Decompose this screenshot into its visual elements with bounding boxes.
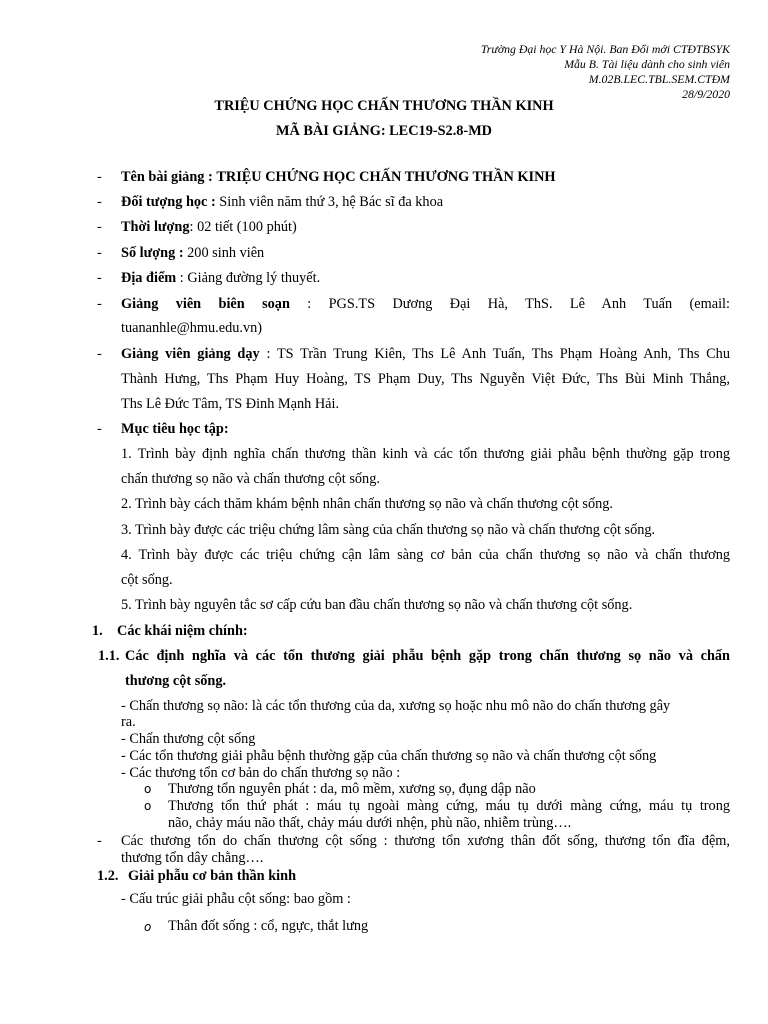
- objective-1-line-2: chấn thương sọ não và chấn thương cột sống.: [121, 471, 380, 487]
- section-1-1-number: 1.1.: [98, 648, 120, 664]
- label: Giảng viên giảng dạy: [121, 346, 260, 362]
- info-authors-line-2: tuananhle@hmu.edu.vn): [121, 320, 263, 336]
- info-audience: [121, 194, 443, 211]
- circle-bullet: o: [144, 799, 152, 813]
- section-1-1-title-line-2: thương cột sống.: [125, 673, 227, 689]
- info-authors-line-1: [121, 296, 730, 313]
- header-line-2: Mẫu B. Tài liệu dành cho sinh viên: [564, 57, 730, 71]
- objective-5: 5. Trình bày nguyên tắc sơ cấp cứu ban đầu chấn thương sọ não và chấn thương cột sống.: [121, 597, 633, 613]
- header-line-1: Trường Đại học Y Hà Nội. Ban Đổi mới CTĐTBSYK: [480, 42, 730, 56]
- value: : PGS.TS Dương Đại Hà, ThS. Lê Anh Tuấn (email:: [307, 296, 731, 312]
- value: Sinh viên năm thứ 3, hệ Bác sĩ đa khoa: [215, 194, 444, 210]
- info-lecturers-line-2: Thành Hưng, Ths Phạm Huy Hoàng, TS Phạm Duy, Ths Nguyễn Việt Đức, Ths Bùi Minh Thắng,: [121, 371, 730, 387]
- para-spine: - Chấn thương cột sống: [121, 731, 256, 747]
- info-lecturers-line-3: Ths Lê Đức Tâm, TS Đinh Mạnh Hải.: [121, 396, 340, 412]
- section-1-1-title-line-1: Các định nghĩa và các tổn thương giải phẫu bệnh gặp trong chấn thương sọ não và chấn: [125, 648, 730, 664]
- info-location: [121, 270, 320, 287]
- bullet-dash: -: [97, 421, 102, 437]
- para-spine-anatomy: - Cấu trúc giải phẫu cột sống: bao gồm :: [121, 891, 351, 907]
- bullet-dash: -: [97, 169, 102, 185]
- para-basic-lesions: - Các thương tổn cơ bản do chấn thương sọ não :: [121, 765, 401, 781]
- bullet-dash: -: [97, 346, 102, 362]
- objective-3: 3. Trình bày được các triệu chứng lâm sàng của chấn thương sọ não và chấn thương cột sống.: [121, 522, 656, 538]
- info-lecture-name: [121, 169, 556, 186]
- lesion-primary: Thương tổn nguyên phát : da, mô mềm, xương sọ, đụng dập não: [168, 781, 536, 797]
- info-objectives-label: Mục tiêu học tập:: [121, 421, 229, 437]
- document-title: TRIỆU CHỨNG HỌC CHẤN THƯƠNG THẦN KINH: [214, 98, 554, 114]
- para-spine-lesions-line-1: Các thương tổn do chấn thương cột sống : thương tổn xương thân đốt sống, thương tổn đĩa đệm,: [121, 833, 730, 849]
- circle-bullet: o: [144, 782, 152, 796]
- info-duration: [121, 219, 297, 236]
- para-spine-lesions-line-2: thương tổn dây chằng….: [121, 850, 264, 866]
- label: Đối tượng học :: [121, 194, 216, 210]
- lesion-secondary-line-1: Thương tổn thứ phát : máu tụ ngoài màng cứng, máu tụ dưới màng cứng, máu tụ trong: [168, 798, 730, 814]
- value: : TS Trần Trung Kiên, Ths Lê Anh Tuấn, Ths Phạm Hoàng Anh, Ths Chu: [259, 346, 730, 362]
- header-line-3: M.02B.LEC.TBL.SEM.CTĐM: [588, 72, 730, 86]
- bullet-dash: -: [97, 245, 102, 261]
- lesion-secondary-line-2: não, chảy máu não thất, chảy máu dưới nhện, phù não, nhiễm trùng….: [168, 815, 572, 831]
- label: Địa điểm: [121, 270, 177, 286]
- label: Thời lượng: [121, 219, 190, 235]
- para-tbi-def-line-1: - Chấn thương sọ não: là các tổn thương của da, xương sọ hoặc nhu mô não do chấn thương gây: [121, 698, 671, 714]
- bullet-dash: -: [97, 219, 102, 235]
- value: TRIỆU CHỨNG HỌC CHẤN THƯƠNG THẦN KINH: [216, 169, 556, 185]
- label: Số lượng :: [121, 245, 184, 261]
- bullet-dash: -: [97, 270, 102, 286]
- header-line-4: 28/9/2020: [682, 87, 730, 101]
- bullet-dash: -: [97, 296, 102, 312]
- para-lesions: - Các tổn thương giải phẫu bệnh thường gặp của chấn thương sọ não và chấn thương cột sống: [121, 748, 657, 764]
- circle-bullet: o: [144, 920, 152, 934]
- info-count: [121, 245, 264, 262]
- section-1-title: Các khái niệm chính:: [117, 623, 248, 639]
- section-1-2-number: 1.2.: [97, 868, 119, 884]
- bullet-dash: -: [97, 194, 102, 210]
- objective-4-line-1: 4. Trình bày được các triệu chứng cận lâm sàng cơ bản của chấn thương sọ não và chấn thương: [121, 547, 730, 563]
- section-1-2-title: Giải phẫu cơ bản thần kinh: [128, 868, 297, 884]
- label: Giảng viên biên soạn: [121, 296, 290, 312]
- info-lecturers-line-1: [121, 346, 730, 363]
- vertebral-body: Thân đốt sống : cổ, ngực, thắt lưng: [168, 918, 369, 934]
- value: 200 sinh viên: [183, 245, 265, 261]
- section-1-number: 1.: [92, 623, 103, 639]
- objective-1-line-1: 1. Trình bày định nghĩa chấn thương thần kinh và các tổn thương giải phẫu bệnh thường gặp trong: [121, 446, 730, 462]
- document-header: [481, 42, 730, 102]
- objective-2: 2. Trình bày cách thăm khám bệnh nhân chấn thương sọ não và chấn thương cột sống.: [121, 496, 613, 512]
- para-tbi-def-line-2: ra.: [121, 714, 136, 730]
- bullet-dash: -: [97, 833, 102, 849]
- value: : 02 tiết (100 phút): [189, 219, 297, 235]
- value: : Giảng đường lý thuyết.: [176, 270, 321, 286]
- lecture-code: MÃ BÀI GIẢNG: LEC19-S2.8-MD: [275, 123, 493, 139]
- label: Tên bài giảng :: [121, 169, 213, 185]
- objective-4-line-2: cột sống.: [121, 572, 173, 588]
